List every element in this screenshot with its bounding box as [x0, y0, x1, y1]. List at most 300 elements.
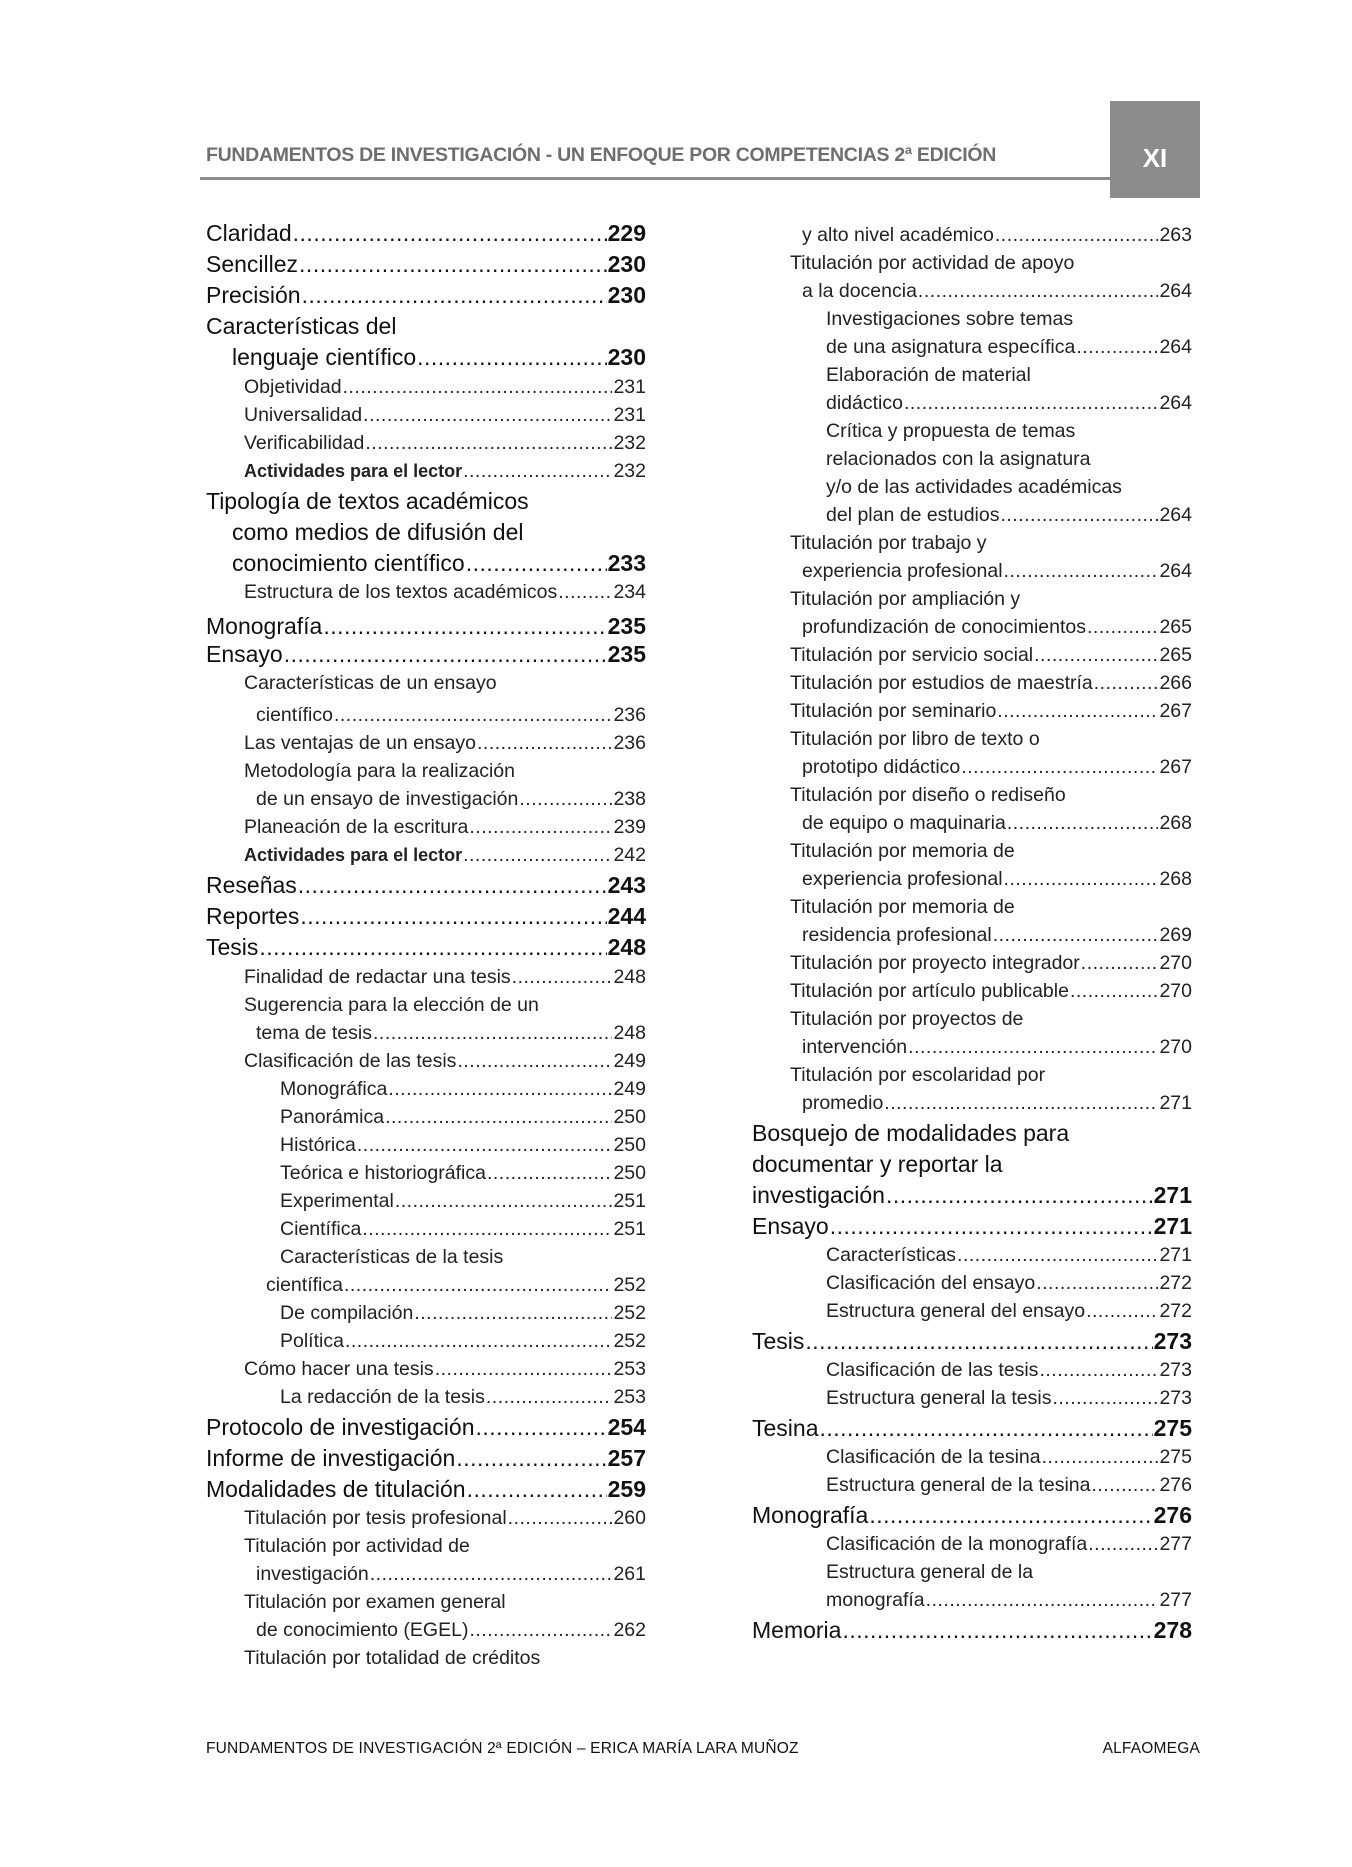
footer-book-title: FUNDAMENTOS DE INVESTIGACIÓN 2ª EDICIÓN – ERICA MARÍA LARA MUÑOZ [206, 1740, 799, 1757]
toc-entry-page: 277 [1159, 1533, 1192, 1555]
dot-leader [512, 966, 613, 989]
toc-entry-page: 271 [1159, 1244, 1192, 1266]
toc-entry-title: Clasificación de la monografía [826, 1533, 1088, 1555]
toc-entry [280, 1302, 646, 1325]
toc-entry [244, 1358, 646, 1381]
toc-entry-page: 254 [607, 1414, 646, 1440]
toc-entry [752, 1328, 1192, 1355]
toc-entry-page: 231 [613, 404, 646, 426]
toc-entry [280, 1386, 646, 1409]
toc-entry [752, 1415, 1192, 1442]
dot-leader [435, 1358, 613, 1381]
dot-leader [469, 816, 612, 839]
toc-entry [206, 872, 646, 899]
dot-leader [1052, 1387, 1158, 1410]
toc-entry-title: científico [256, 704, 333, 726]
dot-leader [1039, 1359, 1158, 1382]
toc-entry-title: Clasificación de la tesina [826, 1446, 1041, 1468]
toc-entry [206, 613, 646, 640]
dot-leader [519, 788, 612, 811]
toc-entry-title: Titulación por actividad de apoyo [790, 252, 1075, 274]
dot-leader [1092, 1474, 1159, 1497]
toc-entry [266, 1274, 646, 1297]
dot-leader [362, 1218, 612, 1241]
toc-entry-title: Características del [206, 313, 397, 339]
toc-entry [802, 924, 1192, 947]
toc-entry-title: monografía [826, 1589, 925, 1611]
toc-entry-title: Histórica [280, 1134, 356, 1156]
toc-entry [790, 980, 1192, 1003]
toc-entry [826, 1300, 1192, 1323]
toc-entry-page: 248 [613, 1022, 646, 1044]
toc-entry-title: Experimental [280, 1190, 394, 1212]
dot-leader [926, 1589, 1159, 1612]
toc-entry-page: 270 [1159, 980, 1192, 1002]
toc-entry-title: Estructura general de la [826, 1561, 1034, 1583]
toc-entry [752, 1213, 1192, 1240]
dot-leader [466, 550, 607, 577]
toc-entry [790, 672, 1192, 695]
toc-entry-title: Universalidad [244, 404, 363, 426]
toc-entry-title: Reseñas [206, 872, 297, 898]
toc-entry [280, 1078, 646, 1101]
toc-entry-title: Tesina [752, 1415, 819, 1441]
toc-entry-title: Tesis [752, 1328, 805, 1354]
dot-leader [456, 1445, 606, 1472]
toc-entry-title: Estructura general la tesis [826, 1387, 1052, 1409]
toc-entry-page: 249 [613, 1078, 646, 1100]
toc-entry-page: 252 [613, 1330, 646, 1352]
toc-entry-page: 264 [1159, 392, 1192, 414]
toc-entry-title: Objetividad [244, 376, 342, 398]
toc-entry-page: 276 [1159, 1474, 1192, 1496]
toc-entry-page: 271 [1159, 1092, 1192, 1114]
dot-leader [1086, 1300, 1158, 1323]
toc-entry-title: Sencillez [206, 251, 299, 277]
dot-leader [300, 903, 606, 930]
dot-leader [1034, 644, 1158, 667]
toc-entry [826, 308, 1192, 331]
toc-entry-title: Reportes [206, 903, 300, 929]
toc-entry-title: Informe de investigación [206, 1445, 456, 1471]
dot-leader [463, 844, 612, 867]
header-title: FUNDAMENTOS DE INVESTIGACIÓN - UN ENFOQUE POR COMPETENCIAS 2ª EDICIÓN [206, 144, 997, 166]
toc-entry [826, 1561, 1192, 1584]
toc-entry-page: 273 [1159, 1359, 1192, 1381]
toc-entry-title: Titulación por libro de texto o [790, 728, 1040, 750]
toc-entry-page: 272 [1159, 1300, 1192, 1322]
toc-entry-title: Características de un ensayo [244, 672, 497, 694]
toc-entry [244, 432, 646, 455]
toc-entry [790, 840, 1192, 863]
toc-entry [206, 488, 646, 515]
toc-entry-title: experiencia profesional [802, 868, 1003, 890]
toc-entry-title: Verificabilidad [244, 432, 365, 454]
dot-leader [961, 756, 1158, 779]
toc-entry-page: 232 [613, 432, 646, 454]
dot-leader [476, 1414, 607, 1441]
toc-entry-page: 253 [613, 1386, 646, 1408]
toc-entry-page: 270 [1159, 1036, 1192, 1058]
toc-entry [244, 994, 646, 1017]
toc-entry [802, 560, 1192, 583]
toc-entry-title: Bosquejo de modalidades para [752, 1120, 1070, 1146]
toc-entry-title: Titulación por servicio social [790, 644, 1034, 666]
dot-leader [486, 1386, 613, 1409]
toc-entry [280, 1330, 646, 1353]
dot-leader [1004, 868, 1159, 891]
dot-leader [1070, 980, 1159, 1003]
toc-entry [790, 644, 1192, 667]
toc-entry [244, 1507, 646, 1530]
toc-entry-title: Metodología para la realización [244, 760, 516, 782]
toc-entry-title: Estructura general del ensayo [826, 1300, 1086, 1322]
dot-leader [373, 1022, 612, 1045]
toc-entry-page: 277 [1159, 1589, 1192, 1611]
dot-leader [1007, 812, 1159, 835]
toc-entry-page: 230 [607, 251, 646, 277]
toc-entry-title: Protocolo de investigación [206, 1414, 475, 1440]
toc-entry-title: Titulación por escolaridad por [790, 1064, 1046, 1086]
toc-entry-page: 270 [1159, 952, 1192, 974]
toc-entry [790, 1064, 1192, 1087]
toc-entry-page: 268 [1159, 868, 1192, 890]
toc-entry [752, 1617, 1192, 1644]
toc-entry-page: 251 [613, 1190, 646, 1212]
toc-entry [256, 1022, 646, 1045]
dot-leader [886, 1182, 1153, 1209]
toc-entry-page: 251 [613, 1218, 646, 1240]
dot-leader [908, 1036, 1158, 1059]
toc-entry-title: Titulación por totalidad de créditos [244, 1647, 541, 1669]
toc-entry [244, 404, 646, 427]
toc-entry [244, 844, 646, 867]
toc-entry-title: Monografía [206, 613, 323, 639]
toc-entry-page: 249 [613, 1050, 646, 1072]
toc-entry [206, 313, 646, 340]
toc-entry-title: promedio [802, 1092, 884, 1114]
toc-entry-page: 265 [1159, 616, 1192, 638]
dot-leader [1004, 560, 1159, 583]
dot-leader [995, 224, 1159, 247]
toc-entry [232, 344, 646, 371]
toc-entry-title: didáctico [826, 392, 903, 414]
toc-entry-page: 259 [607, 1476, 646, 1502]
toc-entry-page: 268 [1159, 812, 1192, 834]
toc-entry [280, 1190, 646, 1213]
toc-entry [826, 448, 1192, 471]
toc-entry-title: Sugerencia para la elección de un [244, 994, 539, 1016]
toc-entry [826, 1359, 1192, 1382]
toc-entry-title: Titulación por actividad de [244, 1535, 470, 1557]
toc-entry [790, 728, 1192, 751]
toc-entry [244, 1535, 646, 1558]
dot-leader [830, 1213, 1153, 1240]
toc-entry-title: Teórica e historiográfica [280, 1162, 486, 1184]
toc-entry [244, 460, 646, 483]
toc-entry-page: 275 [1153, 1415, 1192, 1441]
toc-entry-title: Titulación por memoria de [790, 896, 1015, 918]
toc-entry [206, 934, 646, 961]
toc-entry [802, 1092, 1192, 1115]
toc-entry-page: 250 [613, 1106, 646, 1128]
dot-leader [334, 704, 613, 727]
toc-entry-page: 238 [613, 788, 646, 810]
dot-leader [463, 460, 612, 483]
toc-entry [244, 732, 646, 755]
toc-entry [802, 812, 1192, 835]
toc-entry-page: 232 [613, 460, 646, 482]
dot-leader [284, 641, 607, 668]
toc-entry [206, 903, 646, 930]
toc-entry-title: Crítica y propuesta de temas [826, 420, 1076, 442]
toc-entry-page: 263 [1159, 224, 1192, 246]
toc-entry-title: científica [266, 1274, 343, 1296]
toc-entry [256, 1563, 646, 1586]
toc-entry-page: 244 [607, 903, 646, 929]
toc-entry [790, 896, 1192, 919]
toc-entry [280, 1106, 646, 1129]
dot-leader [1036, 1272, 1158, 1295]
toc-entry-page: 243 [607, 872, 646, 898]
toc-entry-title: Estructura general de la tesina [826, 1474, 1091, 1496]
page-number-tab: XI [1110, 101, 1200, 198]
dot-leader [344, 1274, 613, 1297]
header-rule [200, 177, 1110, 180]
toc-entry-title: investigación [256, 1563, 369, 1585]
toc-entry-title: Titulación por tesis profesional [244, 1507, 507, 1529]
toc-entry [826, 1589, 1192, 1612]
toc-entry [232, 550, 646, 577]
toc-entry [280, 1246, 646, 1269]
toc-entry-title: Titulación por memoria de [790, 840, 1015, 862]
toc-entry [206, 641, 646, 668]
dot-leader [1042, 1446, 1159, 1469]
toc-entry [256, 788, 646, 811]
toc-entry [826, 504, 1192, 527]
toc-entry-title: experiencia profesional [802, 560, 1003, 582]
dot-leader [259, 934, 606, 961]
toc-entry [790, 532, 1192, 555]
toc-entry [206, 220, 646, 247]
toc-entry [244, 816, 646, 839]
toc-entry [826, 1387, 1192, 1410]
dot-leader [302, 282, 607, 309]
toc-entry-title: Investigaciones sobre temas [826, 308, 1074, 330]
toc-entry-title: conocimiento científico [232, 550, 465, 576]
toc-entry [802, 1036, 1192, 1059]
toc-entry-page: 235 [607, 613, 646, 639]
toc-entry-title: del plan de estudios [826, 504, 1000, 526]
toc-entry [256, 1619, 646, 1642]
toc-entry-page: 231 [613, 376, 646, 398]
toc-entry-title: de equipo o maquinaria [802, 812, 1006, 834]
toc-entry-title: Actividades para el lector [244, 461, 463, 481]
toc-entry [826, 1533, 1192, 1556]
toc-entry [244, 672, 646, 695]
footer-publisher: ALFAOMEGA [1102, 1740, 1200, 1757]
toc-entry-title: Titulación por examen general [244, 1591, 506, 1613]
toc-entry-page: 264 [1159, 280, 1192, 302]
toc-entry-title: Titulación por estudios de maestría [790, 672, 1093, 694]
toc-entry [790, 1008, 1192, 1031]
toc-entry-page: 252 [613, 1274, 646, 1296]
toc-entry [280, 1134, 646, 1157]
toc-entry-title: y/o de las actividades académicas [826, 476, 1122, 498]
dot-leader [414, 1302, 612, 1325]
dot-leader [918, 280, 1159, 303]
toc-entry [206, 1476, 646, 1503]
toc-entry [790, 700, 1192, 723]
toc-entry-title: prototipo didáctico [802, 756, 961, 778]
toc-entry-title: tema de tesis [256, 1022, 372, 1044]
dot-leader [558, 581, 612, 604]
toc-entry-title: Titulación por proyecto integrador [790, 952, 1080, 974]
dot-leader [345, 1330, 613, 1353]
toc-entry-page: 275 [1159, 1446, 1192, 1468]
dot-leader [388, 1078, 612, 1101]
dot-leader [487, 1162, 613, 1185]
toc-entry-title: Titulación por trabajo y [790, 532, 987, 554]
toc-entry [244, 1591, 646, 1614]
toc-entry [826, 1244, 1192, 1267]
dot-leader [417, 344, 607, 371]
toc-entry-title: Precisión [206, 282, 301, 308]
toc-entry-page: 271 [1153, 1182, 1192, 1208]
toc-entry-title: residencia profesional [802, 924, 992, 946]
toc-entry [752, 1182, 1192, 1209]
toc-entry-title: Tesis [206, 934, 259, 960]
toc-entry [244, 1647, 646, 1670]
toc-entry-title: profundización de conocimientos [802, 616, 1087, 638]
dot-leader [508, 1507, 613, 1530]
toc-entry-page: 278 [1153, 1617, 1192, 1643]
toc-entry [790, 588, 1192, 611]
toc-entry-title: de un ensayo de investigación [256, 788, 519, 810]
toc-entry-title: La redacción de la tesis [280, 1386, 485, 1408]
toc-entry-title: Finalidad de redactar una tesis [244, 966, 511, 988]
toc-entry-title: Titulación por diseño o rediseño [790, 784, 1066, 806]
toc-entry [280, 1162, 646, 1185]
toc-entry-page: 267 [1159, 756, 1192, 778]
toc-entry-title: Política [280, 1330, 344, 1352]
dot-leader [477, 732, 612, 755]
toc-entry [802, 224, 1192, 247]
toc-entry-page: 264 [1159, 560, 1192, 582]
toc-entry-page: 269 [1159, 924, 1192, 946]
toc-entry [802, 616, 1192, 639]
toc-entry-page: 236 [613, 732, 646, 754]
toc-entry-title: intervención [802, 1036, 908, 1058]
toc-entry-title: Actividades para el lector [244, 845, 463, 865]
dot-leader [357, 1134, 613, 1157]
toc-entry [826, 476, 1192, 499]
toc-entry-title: Claridad [206, 220, 292, 246]
toc-entry-title: Memoria [752, 1617, 842, 1643]
toc-entry [206, 1445, 646, 1472]
toc-entry [826, 420, 1192, 443]
toc-entry-title: Monográfica [280, 1078, 388, 1100]
dot-leader [1087, 616, 1158, 639]
toc-entry-title: Panorámica [280, 1106, 385, 1128]
toc-entry-page: 262 [613, 1619, 646, 1641]
toc-entry-page: 250 [613, 1162, 646, 1184]
toc-entry-title: Titulación por proyectos de [790, 1008, 1024, 1030]
toc-entry [802, 280, 1192, 303]
toc-entry-page: 264 [1159, 336, 1192, 358]
toc-entry-title: como medios de difusión del [232, 519, 524, 545]
toc-entry-title: Clasificación de las tesis [244, 1050, 457, 1072]
toc-entry [244, 581, 646, 604]
dot-leader [1088, 1533, 1158, 1556]
dot-leader [365, 432, 612, 455]
toc-entry [752, 1151, 1192, 1178]
toc-entry [244, 376, 646, 399]
toc-entry-title: Ensayo [206, 641, 283, 667]
toc-entry [826, 364, 1192, 387]
toc-entry-title: de conocimiento (EGEL) [256, 1619, 469, 1641]
dot-leader [997, 700, 1158, 723]
toc-entry [802, 756, 1192, 779]
toc-entry [826, 1474, 1192, 1497]
toc-entry-title: investigación [752, 1182, 885, 1208]
toc-entry [244, 1050, 646, 1073]
toc-entry-page: 267 [1159, 700, 1192, 722]
dot-leader [1081, 952, 1159, 975]
toc-entry [244, 760, 646, 783]
toc-entry-title: relacionados con la asignatura [826, 448, 1091, 470]
toc-entry-page: 260 [613, 1507, 646, 1529]
toc-entry-title: Características [826, 1244, 957, 1266]
toc-entry [232, 519, 646, 546]
toc-entry-title: Tipología de textos académicos [206, 488, 529, 514]
toc-entry-page: 271 [1153, 1213, 1192, 1239]
toc-entry-page: 261 [613, 1563, 646, 1585]
toc-entry [826, 392, 1192, 415]
toc-entry-title: Ensayo [752, 1213, 829, 1239]
toc-entry [280, 1218, 646, 1241]
toc-entry [826, 1446, 1192, 1469]
toc-entry [826, 1272, 1192, 1295]
toc-entry-page: 229 [607, 220, 646, 246]
dot-leader [805, 1328, 1152, 1355]
dot-leader [1094, 672, 1159, 695]
toc-entry-page: 236 [613, 704, 646, 726]
toc-entry-title: Estructura de los textos académicos [244, 581, 558, 603]
dot-leader [457, 1050, 612, 1073]
toc-entry-page: 242 [613, 844, 646, 866]
toc-entry-page: 272 [1159, 1272, 1192, 1294]
toc-entry-page: 266 [1159, 672, 1192, 694]
toc-entry-page: 239 [613, 816, 646, 838]
toc-entry [790, 784, 1192, 807]
dot-leader [299, 251, 607, 278]
toc-entry [244, 966, 646, 989]
toc-entry-title: Las ventajas de un ensayo [244, 732, 477, 754]
dot-leader [343, 376, 613, 399]
toc-entry-page: 257 [607, 1445, 646, 1471]
dot-leader [957, 1244, 1158, 1267]
toc-entry-page: 264 [1159, 504, 1192, 526]
toc-entry-page: 276 [1153, 1502, 1192, 1528]
toc-entry [826, 336, 1192, 359]
toc-entry [206, 282, 646, 309]
dot-leader [842, 1617, 1152, 1644]
toc-entry-page: 230 [607, 282, 646, 308]
toc-entry-title: Titulación por seminario [790, 700, 997, 722]
toc-entry-page: 253 [613, 1358, 646, 1380]
dot-leader [993, 924, 1159, 947]
